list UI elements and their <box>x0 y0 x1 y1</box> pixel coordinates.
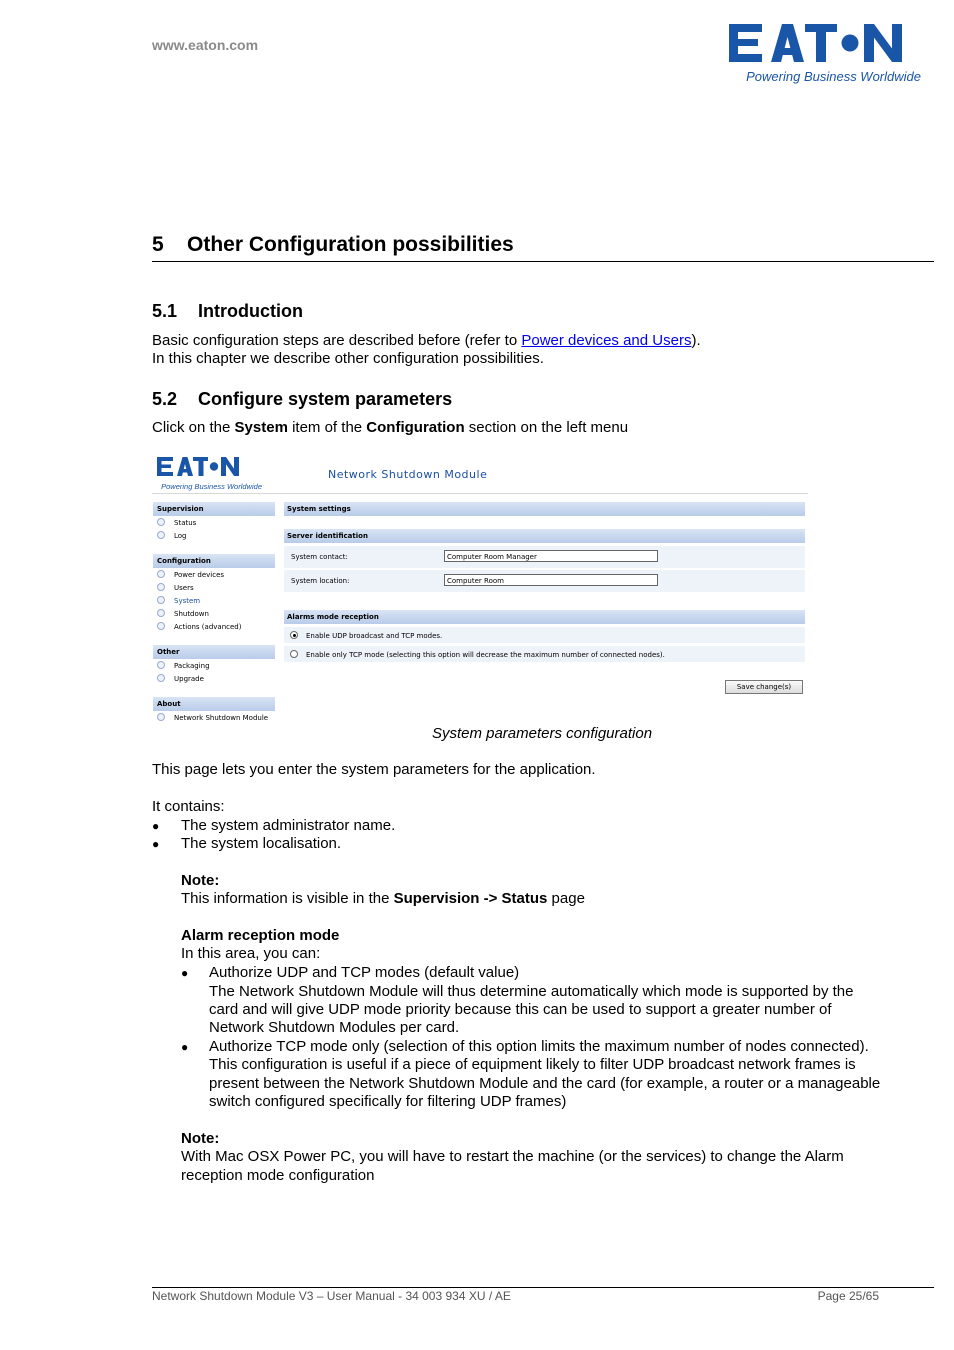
eaton-logo <box>727 22 923 88</box>
option-tcp-only[interactable] <box>284 646 805 662</box>
figure-caption: System parameters configuration <box>431 725 653 742</box>
sidebar-item-label: Network Shutdown Module <box>174 714 269 722</box>
sidebar-item-power-devices[interactable] <box>157 570 224 580</box>
server-identification-header: Server identification <box>284 529 805 543</box>
note-1-bold: Supervision -> Status <box>393 890 548 907</box>
system-contact-label: System contact: <box>291 553 348 561</box>
sidebar-item-actions[interactable] <box>157 622 241 632</box>
body-paragraph-1: This page lets you enter the system parameters for the application. <box>152 761 596 778</box>
option-tcp-only-label: Enable only TCP mode (selecting this option will decrease the maximum number of connected nodes). <box>306 651 665 659</box>
configure-title: Configure system parameters <box>198 389 453 409</box>
option-udp-tcp-label: Enable UDP broadcast and TCP modes. <box>306 632 443 640</box>
alarm-bullet-2-line: This configuration is useful if a piece of equipment likely to filter UDP broadcast network frames is <box>209 1056 856 1073</box>
bullet-icon <box>157 713 165 721</box>
instr-text-3: section on the left menu <box>464 419 629 436</box>
system-contact-input[interactable]: Computer Room Manager <box>444 550 658 562</box>
alarm-bullet-2-line: switch configured specifically for filtering UDP frames) <box>209 1093 567 1110</box>
bullet-icon: ● <box>181 1040 189 1054</box>
alarm-bullet-1-line: card and will give UDP mode priority because this can be used to support a greater number of <box>209 1001 832 1018</box>
configure-heading <box>152 389 452 410</box>
bullet-icon <box>157 661 165 669</box>
small-logo-tagline: Powering Business Worldwide <box>161 482 262 491</box>
sidebar-item-status[interactable] <box>157 518 196 528</box>
configure-instruction <box>152 419 628 438</box>
eaton-logo-small <box>156 456 268 492</box>
footer-rule <box>152 1287 934 1288</box>
sidebar-item-label: Status <box>174 519 197 527</box>
intro-number: 5.1 <box>152 301 178 321</box>
alarm-bullet-2-line: Authorize TCP mode only (selection of this option limits the maximum number of nodes connected). <box>209 1038 869 1055</box>
sidebar-item-system[interactable] <box>157 596 200 606</box>
note-2-line: reception mode configuration <box>181 1167 375 1184</box>
sidebar-section-supervision[interactable]: Supervision <box>153 502 275 516</box>
save-changes-button[interactable]: Save change(s) <box>725 680 803 694</box>
list-item-text: The system administrator name. <box>181 817 396 834</box>
bullet-icon <box>157 518 165 526</box>
sidebar-item-label: Shutdown <box>174 610 209 618</box>
alarm-bullet-1-line: Network Shutdown Modules per card. <box>209 1019 460 1036</box>
sidebar-item-label: Users <box>174 584 194 592</box>
bullet-icon <box>157 570 165 578</box>
sidebar-section-configuration[interactable]: Configuration <box>153 554 275 568</box>
radio-tcp-only[interactable] <box>290 650 298 658</box>
alarms-mode-header: Alarms mode reception <box>284 610 805 624</box>
note-1-post: page <box>547 890 585 907</box>
bullet-icon: ● <box>181 966 189 980</box>
radio-udp-tcp[interactable] <box>290 631 298 639</box>
sidebar-item-label: Packaging <box>174 662 210 670</box>
instr-text-2: item of the <box>287 419 367 436</box>
note-1-text <box>181 890 585 909</box>
bullet-icon <box>157 674 165 682</box>
sidebar-item-label: System <box>174 597 201 605</box>
sidebar-item-log[interactable] <box>157 531 187 541</box>
power-devices-users-link[interactable]: Power devices and Users <box>521 332 692 349</box>
system-location-label: System location: <box>291 577 350 585</box>
alarm-bullet-1-line: The Network Shutdown Module will thus determine automatically which mode is supported by the <box>209 983 854 1000</box>
instr-bold-system: System <box>234 419 288 436</box>
bullet-icon <box>157 596 165 604</box>
sidebar-section-other[interactable]: Other <box>153 645 275 659</box>
bullet-icon <box>157 583 165 591</box>
system-location-row <box>284 570 805 592</box>
list-item <box>152 817 395 836</box>
chapter-heading <box>152 233 514 257</box>
sidebar-item-nsm[interactable] <box>157 713 268 723</box>
system-contact-row <box>284 546 805 568</box>
configure-number: 5.2 <box>152 389 178 409</box>
alarm-mode-title: Alarm reception mode <box>181 927 340 944</box>
header-divider <box>152 493 808 494</box>
bullet-icon <box>157 531 165 539</box>
app-title: Network Shutdown Module <box>328 468 488 481</box>
website-url[interactable]: www.eaton.com <box>152 37 259 53</box>
contains-label: It contains: <box>152 798 225 815</box>
intro-title: Introduction <box>198 301 303 321</box>
sidebar-item-label: Log <box>174 532 187 540</box>
chapter-title: Other Configuration possibilities <box>187 233 514 256</box>
note-1-pre: This information is visible in the <box>181 890 394 907</box>
bullet-icon: ● <box>152 837 160 851</box>
sidebar-item-upgrade[interactable] <box>157 674 204 684</box>
alarm-bullet-2-line: present between the Network Shutdown Module and the card (for example, a router or a manageable <box>209 1075 881 1092</box>
alarm-mode-intro: In this area, you can: <box>181 945 321 962</box>
system-parameters-screenshot <box>152 450 808 725</box>
sidebar-item-shutdown[interactable] <box>157 609 209 619</box>
alarm-bullet-1-line: Authorize UDP and TCP modes (default value) <box>209 964 520 981</box>
footer-page-number: Page 25/65 <box>817 1289 879 1303</box>
note-2-title: Note: <box>181 1130 220 1147</box>
note-1-title: Note: <box>181 872 220 889</box>
sidebar-item-label: Upgrade <box>174 675 204 683</box>
list-item-text: The system localisation. <box>181 835 342 852</box>
system-location-input[interactable]: Computer Room <box>444 574 658 586</box>
footer-document-title: Network Shutdown Module V3 – User Manual - 34 003 934 XU / AE <box>152 1289 511 1303</box>
logo-tagline: Powering Business Worldwide <box>746 69 921 84</box>
sidebar-section-about[interactable]: About <box>153 697 275 711</box>
list-item <box>152 835 341 854</box>
intro-heading <box>152 301 303 322</box>
bullet-icon: ● <box>152 819 160 833</box>
instr-bold-configuration: Configuration <box>366 419 465 436</box>
system-settings-header: System settings <box>284 502 805 516</box>
sidebar-item-packaging[interactable] <box>157 661 210 671</box>
bullet-icon <box>157 622 165 630</box>
intro-text: Basic configuration steps are described before (refer to <box>152 332 522 349</box>
sidebar-item-label: Actions (advanced) <box>174 623 242 631</box>
intro-line-2: In this chapter we describe other configuration possibilities. <box>152 350 544 367</box>
sidebar-item-users[interactable] <box>157 583 194 593</box>
intro-text-end: ). <box>691 332 701 349</box>
note-2-line: With Mac OSX Power PC, you will have to restart the machine (or the services) to change the Alarm <box>181 1148 844 1165</box>
intro-line-1 <box>152 332 701 351</box>
bullet-icon <box>157 609 165 617</box>
option-udp-tcp[interactable] <box>284 627 805 643</box>
sidebar-item-label: Power devices <box>174 571 225 579</box>
chapter-number: 5 <box>152 233 164 256</box>
chapter-rule <box>152 261 934 262</box>
instr-text-1: Click on the <box>152 419 235 436</box>
